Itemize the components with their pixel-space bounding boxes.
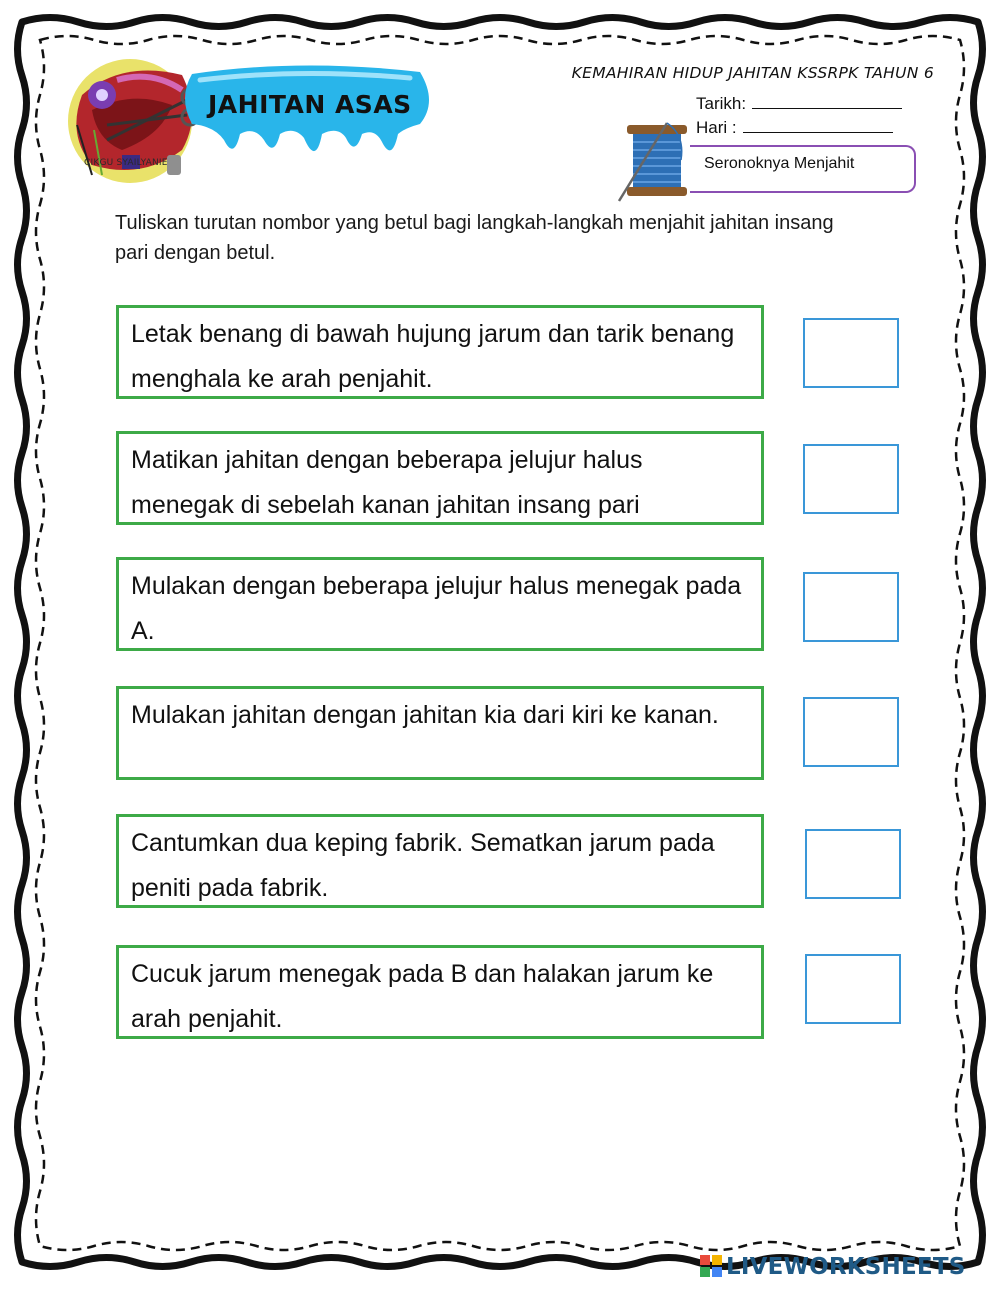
answer-box-3[interactable] [803, 572, 899, 642]
day-line [696, 118, 893, 138]
step-text: Cantumkan dua keping fabrik. Sematkan jarum pada peniti pada fabrik. [131, 829, 715, 902]
step-text: Cucuk jarum menegak pada B dan halakan jarum ke arah penjahit. [131, 960, 714, 1033]
step-box-2 [116, 431, 764, 525]
liveworksheets-watermark[interactable] [700, 1254, 965, 1284]
date-blank[interactable] [752, 108, 902, 109]
step-box-5 [116, 814, 764, 908]
day-blank[interactable] [743, 132, 893, 133]
course-label: KEMAHIRAN HIDUP JAHITAN KSSRPK TAHUN 6 [571, 64, 934, 82]
step-box-6 [116, 945, 764, 1039]
instruction-text: Tuliskan turutan nombor yang betul bagi langkah-langkah menjahit jahitan insang pari dengan betul. [115, 212, 834, 264]
step-text: Letak benang di bawah hujung jarum dan tarik benang menghala ke arah penjahit. [131, 320, 735, 393]
step-box-4 [116, 686, 764, 780]
step-box-3 [116, 557, 764, 651]
watermark-text: LIVEWORKSHEETS [726, 1254, 966, 1280]
liveworksheets-logo-icon [700, 1255, 722, 1277]
answer-box-1[interactable] [803, 318, 899, 388]
day-label: Hari : [696, 118, 737, 137]
date-line [696, 94, 902, 114]
answer-box-2[interactable] [803, 444, 899, 514]
worksheet-title: JAHITAN ASAS [208, 90, 412, 119]
thread-spool-icon [615, 115, 700, 205]
step-box-1 [116, 305, 764, 399]
date-label: Tarikh: [696, 94, 747, 113]
step-text: Mulakan dengan beberapa jelujur halus menegak pada A. [131, 572, 742, 645]
step-text: Matikan jahitan dengan beberapa jelujur halus menegak di sebelah kanan jahitan insang pari [131, 446, 643, 519]
answer-box-4[interactable] [803, 697, 899, 767]
answer-box-5[interactable] [805, 829, 901, 899]
step-text: Mulakan jahitan dengan jahitan kia dari kiri ke kanan. [131, 701, 719, 729]
logo-credit-text: CIKGU SYAILYANIE [84, 158, 168, 168]
subtitle-tag-text: Seronoknya Menjahit [704, 155, 855, 172]
answer-box-6[interactable] [805, 954, 901, 1024]
